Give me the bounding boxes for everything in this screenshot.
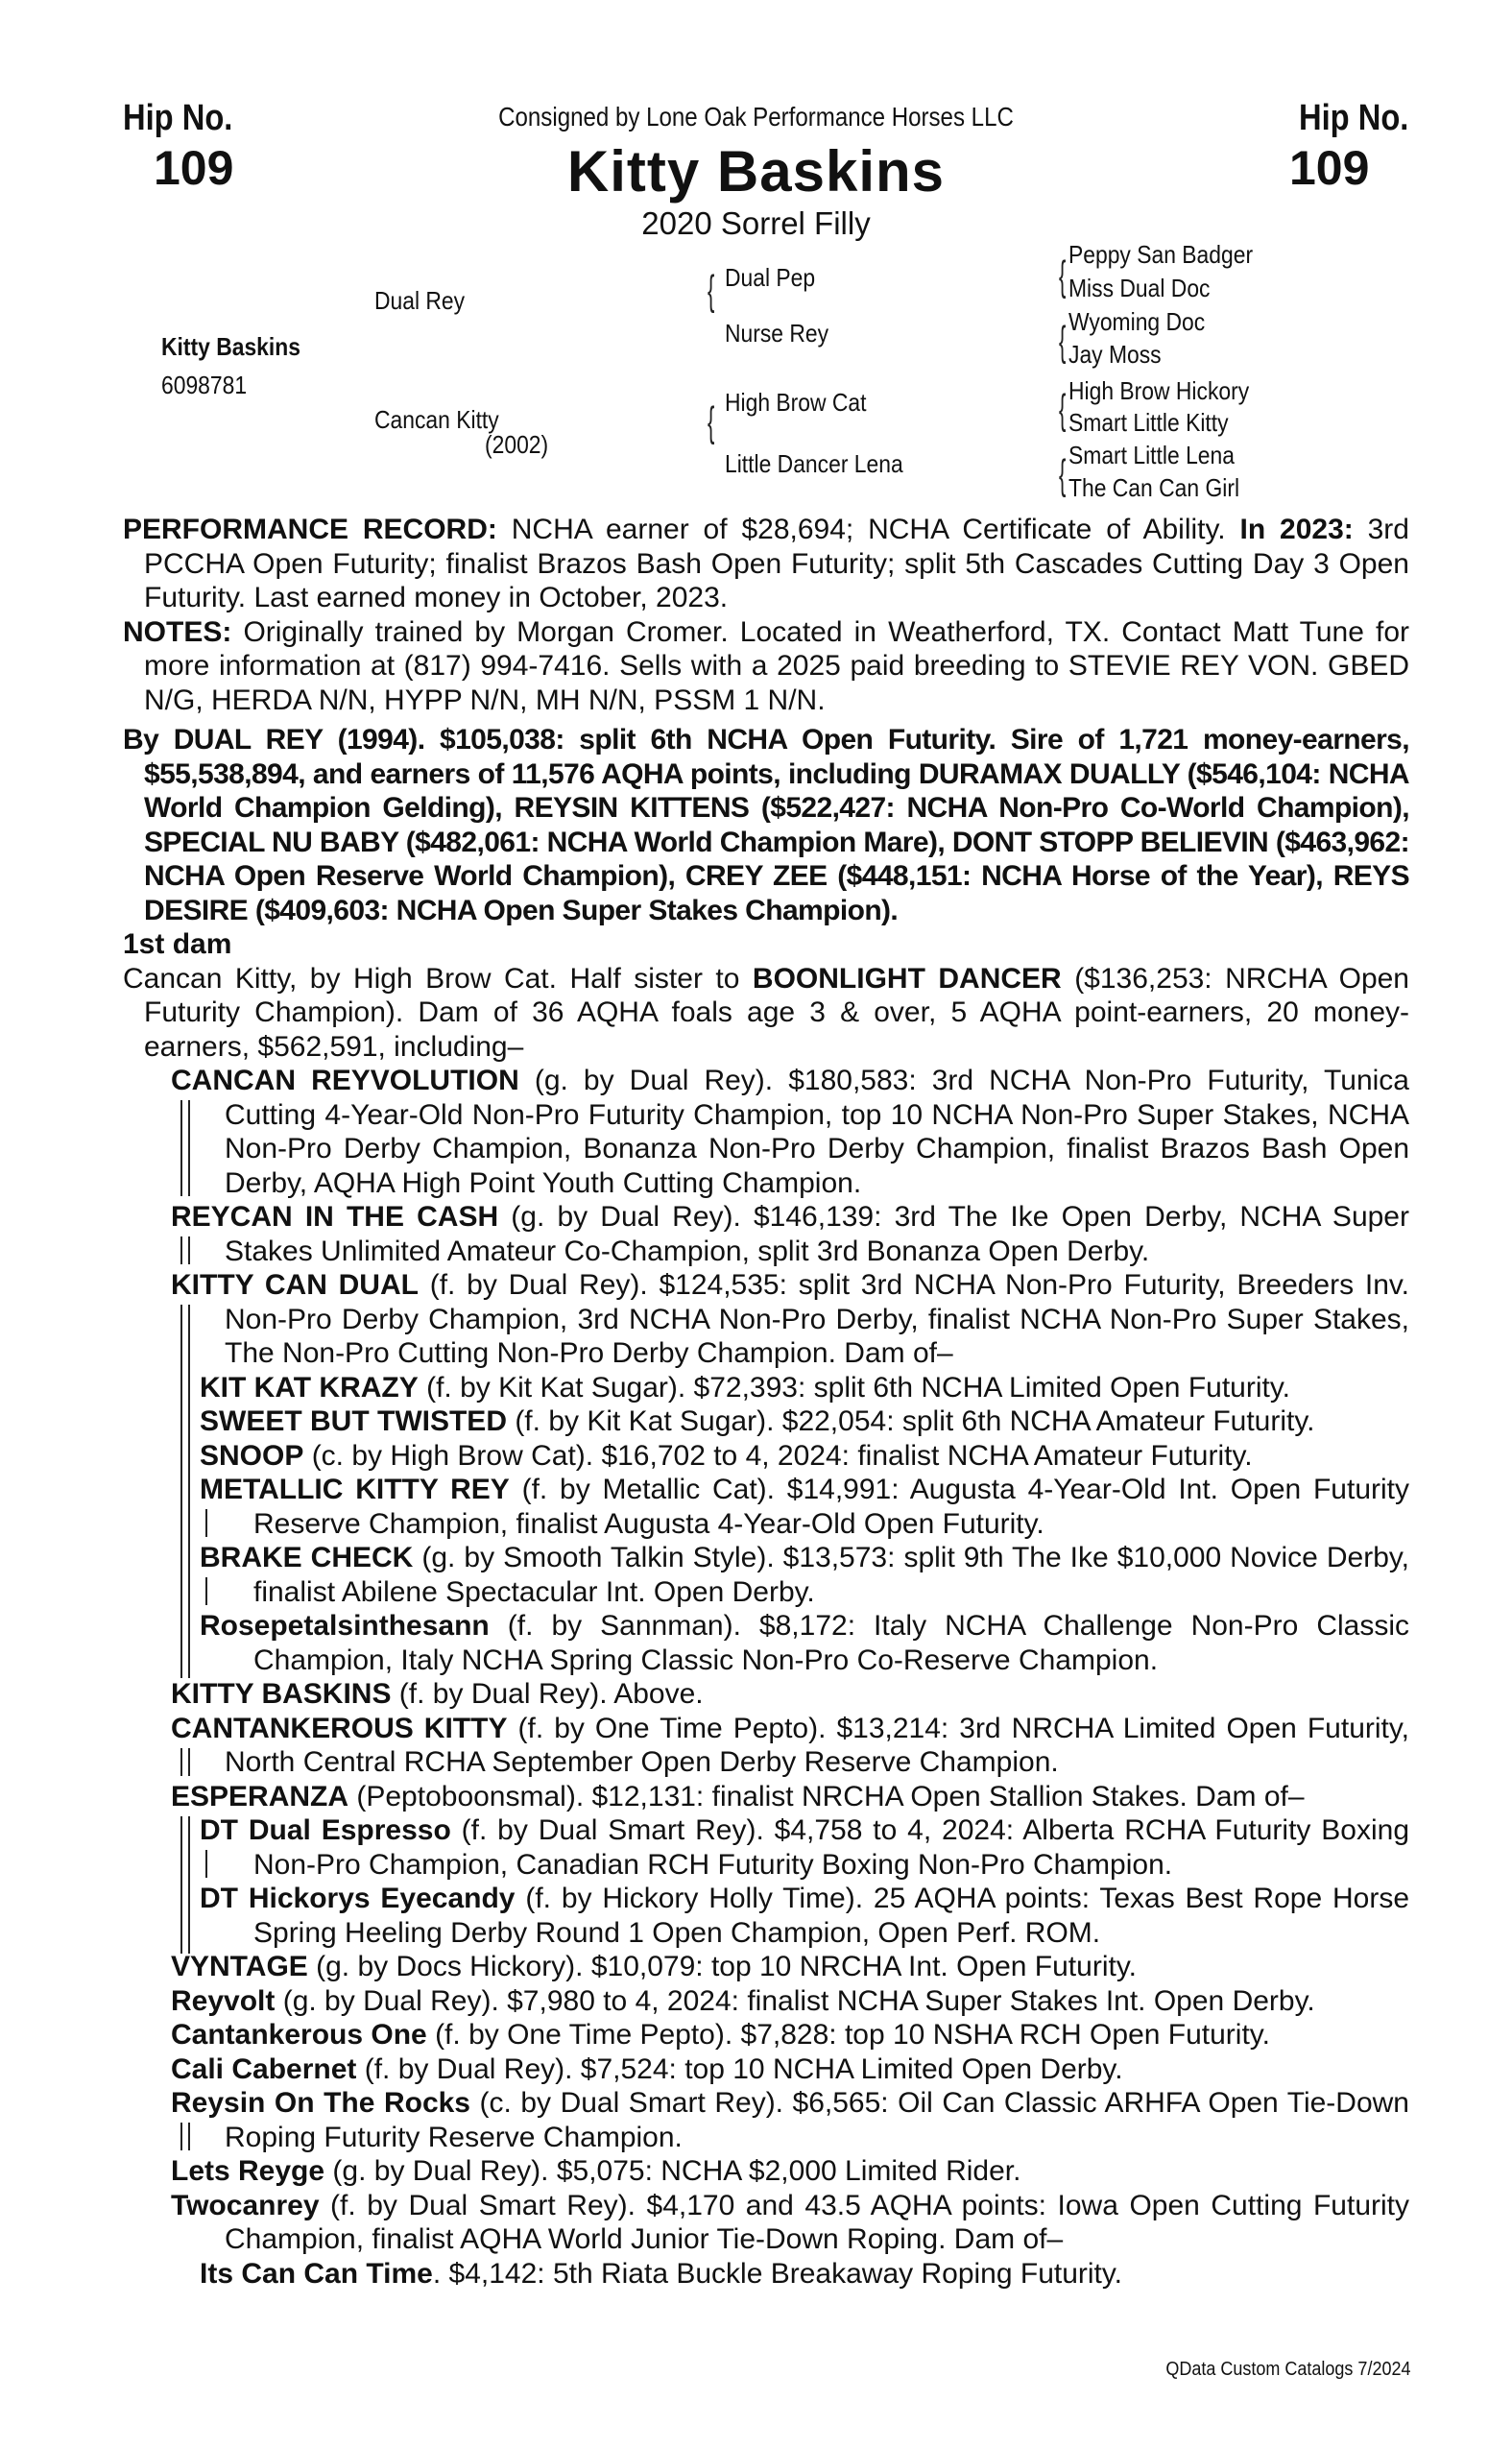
produce-name: Reyvolt [171,1984,276,2017]
continuation-bar [188,1748,190,1776]
produce-detail: (f. by One Time Pepto). $7,828: top 10 NSHA RCH Open Futurity. [426,2019,1270,2051]
produce-name: VYNTAGE [171,1951,308,1982]
produce-name: DT Hickorys Eyecandy [200,1883,516,1914]
first-dam-intro-b: ($136,253: NRCHA Open Futurity Champion). Dam of 36 AQHA foals age 3 & over, 5 AQHA point-earners, 20 money-earners, $562,591, including– [144,962,1409,1063]
produce-detail: (f. by Sannman). $8,172: Italy NCHA Challenge Non-Pro Classic Champion, Italy NCHA Spring Classic Non-Pro Co-Reserve Champion. [253,1610,1409,1676]
produce-detail: (g. by Dual Rey). $5,075: NCHA $2,000 Limited Rider. [324,2155,1021,2187]
grandproduce-entry [200,1541,1409,1609]
grandproduce-entry [200,1404,1409,1439]
continuation-bar [180,1305,182,1678]
produce-name: KITTY BASKINS [171,1678,392,1710]
produce-name: ESPERANZA [171,1780,349,1812]
brace-g2: { [1059,318,1067,365]
continuation-bar [188,2123,190,2150]
continuation-bar [205,1577,207,1605]
notes [123,615,1409,718]
pedigree-dam-sire: High Brow Cat [725,388,867,417]
pedigree-g3: Wyoming Doc [1068,307,1206,336]
grandproduce-entry [200,1609,1409,1677]
horse-description: 2020 Sorrel Filly [641,205,871,241]
grandproduce-entry [200,1371,1409,1405]
produce-name: KITTY CAN DUAL [171,1269,419,1301]
produce-detail: (g. by Dual Rey). $7,980 to 4, 2024: finalist NCHA Super Stakes Int. Open Derby. [275,1984,1315,2017]
produce-name: SWEET BUT TWISTED [200,1405,507,1437]
produce-name: Reysin On The Rocks [171,2087,470,2119]
first-dam-intro [123,962,1409,1065]
produce-name: Lets Reyge [171,2155,325,2187]
produce-detail: (f. by Dual Rey). $7,524: top 10 NCHA Limited Open Derby. [356,2052,1123,2085]
grandproduce-entry [200,2257,1409,2292]
produce-detail: (g. by Smooth Talkin Style). $13,573: split 9th The Ike $10,000 Novice Derby, finalist Abilene Spectacular Int. Open Derby. [253,1542,1409,1608]
produce-detail: (f. by One Time Pepto). $13,214: 3rd NRCHA Limited Open Futurity, North Central RCHA September Open Derby Reserve Champion. [225,1712,1409,1778]
continuation-bar [180,1100,182,1196]
produce-entry [171,1712,1409,1780]
pedigree-sire-dam: Nurse Rey [725,319,829,348]
performance-text-1: NCHA earner of $28,694; NCHA Certificate of Ability. [496,514,1240,545]
notes-label: NOTES: [123,615,232,648]
horse-name: Kitty Baskins [566,139,946,204]
brace-g4: { [1059,451,1067,498]
pedigree-dam: Cancan Kitty [374,405,499,434]
produce-entry [171,1268,1409,1371]
brace-g1: { [1059,252,1067,300]
produce-name: DT Dual Espresso [200,1814,451,1846]
produce-detail: (f. by Dual Smart Rey). $4,758 to 4, 2024: Alberta RCHA Futurity Boxing Non-Pro Champion, Canadian RCH Futurity Boxing Non-Pro Champion. [253,1814,1410,1881]
produce-name: Twocanrey [171,2189,320,2221]
produce-detail: (Peptoboonsmal). $12,131: finalist NRCHA Open Stallion Stakes. Dam of– [348,1780,1305,1812]
pedigree-g1: Peppy San Badger [1068,240,1254,269]
sire-paragraph: By DUAL REY (1994). $105,038: split 6th NCHA Open Futurity. Sire of 1,721 money-earners, $55,538,894, and earners of 11,576 AQHA points, including DURAMAX DUALLY ($546,104: NCHA World Champion Gelding), REYSIN KITTENS ($522,427: NCHA Non-Pro Co-World Champion), SPECIAL NU BABY ($482,061: NCHA World Champion Mare), DONT STOPP BELIEVIN ($463,962: NCHA Open Reserve World Champion), CREY ZEE ($448,151: NCHA Horse of the Year), REYS DESIRE ($409,603: NCHA Open Super Stakes Champion). [123,724,1409,926]
produce-entry [171,1200,1409,1268]
first-dam-intro-a: Cancan Kitty, by High Brow Cat. Half sister to [123,962,753,995]
produce-entry [171,2189,1409,2257]
produce-detail: (g. by Dual Rey). $180,583: 3rd NCHA Non-Pro Futurity, Tunica Cutting 4-Year-Old Non-Pro Futurity Champion, top 10 NCHA Non-Pro Super Stakes, NCHA Non-Pro Derby Champion, Bonanza Non-Pro Derby Champion, finalist Brazos Bash Open Derby, AQHA High Point Youth Cutting Champion. [225,1065,1409,1199]
brace-sire: { [708,267,715,314]
continuation-bar [180,2123,182,2150]
produce-entry [171,1984,1409,2019]
produce-detail: (g. by Dual Rey). $146,139: 3rd The Ike Open Derby, NCHA Super Stakes Unlimited Amateur Co-Champion, split 3rd Bonanza Open Derby. [225,1201,1409,1267]
produce-detail: (f. by Hickory Holly Time). 25 AQHA points: Texas Best Rope Horse Spring Heeling Derby Round 1 Open Champion, Open Perf. ROM. [253,1883,1410,1949]
produce-name: Cantankerous One [171,2019,427,2051]
produce-name: REYCAN IN THE CASH [171,1201,499,1233]
produce-list [123,1064,1409,2291]
pedigree-sire-sire: Dual Pep [725,263,816,292]
pedigree-g2: Miss Dual Doc [1068,274,1211,302]
continuation-bar [205,1850,207,1878]
continuation-bar [180,1748,182,1776]
brace-dam: { [708,398,715,445]
produce-name: BRAKE CHECK [200,1542,414,1573]
continuation-bar [188,1100,190,1196]
produce-name: KIT KAT KRAZY [200,1371,419,1404]
notes-text: Originally trained by Morgan Cromer. Located in Weatherford, TX. Contact Matt Tune for more information at (817) 994-7416. Sells with a 2025 paid breeding to STEVIE REY VON. GBED N/G, HERDA N/N, HYPP N/N, MH N/N, PSSM 1 N/N. [144,615,1409,716]
pedigree-g4: Jay Moss [1068,340,1162,369]
produce-detail: (f. by Metallic Cat). $14,991: Augusta 4-Year-Old Int. Open Futurity Reserve Champion, finalist Augusta 4-Year-Old Open Futurity. [253,1474,1409,1540]
produce-name: Its Can Can Time [200,2257,433,2290]
produce-entry [171,1950,1409,1984]
produce-detail: (f. by Dual Rey). Above. [391,1678,704,1710]
produce-entry [171,1780,1409,1814]
continuation-bar [180,1816,182,1955]
pedigree-subject-name: Kitty Baskins [161,332,300,361]
produce-detail: (f. by Kit Kat Sugar). $72,393: split 6th NCHA Limited Open Futurity. [418,1371,1290,1404]
hip-number-right: 109 [1289,141,1370,195]
performance-label: PERFORMANCE RECORD: [123,514,497,545]
footer-credit: QData Custom Catalogs 7/2024 [1164,2359,1410,2380]
continuation-bar [205,1509,207,1537]
continuation-bar [180,1236,182,1264]
pedigree-sire: Dual Rey [374,286,466,315]
produce-detail: (f. by Dual Rey). $124,535: split 3rd NCHA Non-Pro Futurity, Breeders Inv. Non-Pro Derby Champion, 3rd NCHA Non-Pro Derby, finalist NCHA Non-Pro Super Stakes, The Non-Pro Cutting Non-Pro Derby Champion. Dam of– [225,1269,1409,1369]
grandproduce-entry [200,1882,1409,1950]
pedigree-dam-year: (2002) [485,430,549,459]
pedigree-g7: Smart Little Lena [1068,441,1235,469]
produce-entry [171,2052,1409,2087]
performance-text-2: 3rd PCCHA Open Futurity; finalist Brazos Bash Open Futurity; split 5th Cascades Cutting Day 3 Open Futurity. Last earned money in October, 2023. [144,514,1409,613]
produce-name: SNOOP [200,1439,304,1472]
performance-record [123,513,1409,615]
pedigree-g8: The Can Can Girl [1068,473,1240,502]
pedigree-g6: Smart Little Kitty [1068,408,1229,437]
produce-entry [171,2086,1409,2154]
grandproduce-entry [200,1473,1409,1541]
produce-name: CANCAN REYVOLUTION [171,1065,519,1096]
produce-detail: (g. by Docs Hickory). $10,079: top 10 NRCHA Int. Open Futurity. [307,1951,1137,1982]
produce-entry [171,2018,1409,2052]
hip-label-right: Hip No. [1299,98,1409,138]
pedigree-dam-dam: Little Dancer Lena [725,449,903,478]
produce-name: CANTANKEROUS KITTY [171,1712,508,1744]
pedigree-g5: High Brow Hickory [1068,376,1250,405]
hip-number-left: 109 [154,141,234,195]
pedigree-registration: 6098781 [161,371,248,399]
produce-name: METALLIC KITTY REY [200,1474,510,1505]
produce-entry [171,2154,1409,2189]
consigner: Consigned by Lone Oak Performance Horses LLC [498,102,1014,132]
first-dam-heading: 1st dam [123,928,232,960]
continuation-bar [188,1305,190,1678]
continuation-bar [188,1816,190,1955]
produce-name: Rosepetalsinthesann [200,1610,490,1642]
performance-year-label: In 2023: [1239,514,1354,545]
continuation-bar [188,1236,190,1264]
produce-name: Cali Cabernet [171,2052,357,2085]
produce-detail: (f. by Kit Kat Sugar). $22,054: split 6th NCHA Amateur Futurity. [506,1405,1315,1437]
produce-detail: . $4,142: 5th Riata Buckle Breakaway Roping Futurity. [432,2257,1122,2290]
produce-detail: (c. by High Brow Cat). $16,702 to 4, 2024: finalist NCHA Amateur Futurity. [303,1439,1253,1472]
produce-entry [171,1064,1409,1200]
grandproduce-entry [200,1813,1409,1882]
first-dam-intro-name: BOONLIGHT DANCER [752,962,1062,995]
grandproduce-entry [200,1439,1409,1474]
brace-g3: { [1059,386,1067,433]
produce-detail: (c. by Dual Smart Rey). $6,565: Oil Can Classic ARHFA Open Tie-Down Roping Futurity Reserve Champion. [225,2087,1409,2153]
hip-label-left: Hip No. [123,98,233,138]
produce-detail: (f. by Dual Smart Rey). $4,170 and 43.5 AQHA points: Iowa Open Cutting Futurity Champion, finalist AQHA World Junior Tie-Down Roping. Dam of– [225,2189,1409,2255]
produce-entry [171,1677,1409,1712]
catalog-body [123,513,1409,2291]
